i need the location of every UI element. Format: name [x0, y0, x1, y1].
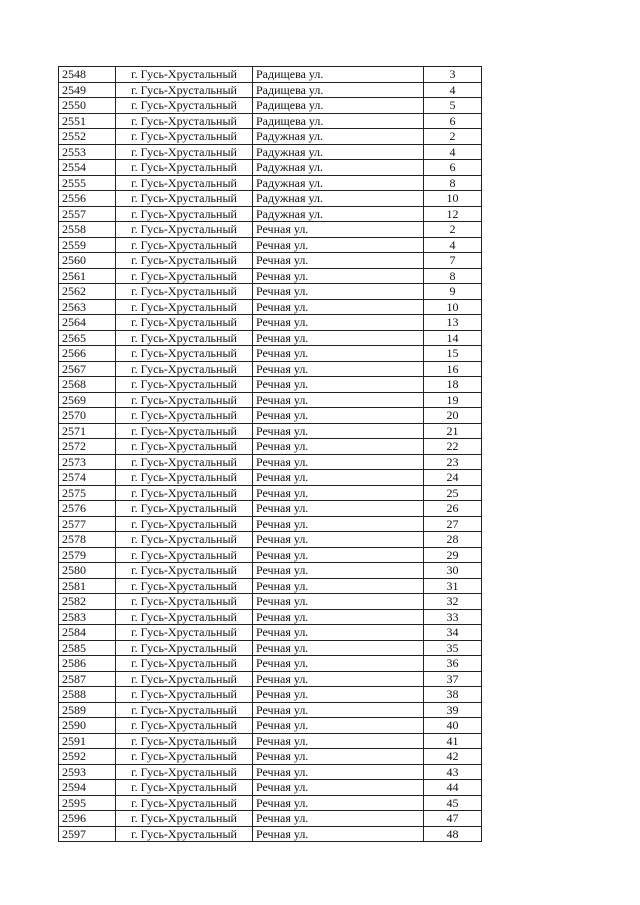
table-row — [59, 656, 482, 672]
house-number-cell: 7 — [424, 253, 482, 269]
table-row — [59, 671, 482, 687]
city-cell: г. Гусь-Хрустальный — [116, 67, 253, 83]
table-row — [59, 485, 482, 501]
row-number-cell: 2585 — [59, 640, 116, 656]
table-row — [59, 749, 482, 765]
table-row — [59, 82, 482, 98]
row-number-cell: 2574 — [59, 470, 116, 486]
street-cell: Радищева ул. — [253, 113, 424, 129]
row-number-cell: 2587 — [59, 671, 116, 687]
row-number-cell: 2594 — [59, 780, 116, 796]
house-number-cell: 6 — [424, 113, 482, 129]
street-cell: Речная ул. — [253, 253, 424, 269]
street-cell: Радужная ул. — [253, 129, 424, 145]
city-cell: г. Гусь-Хрустальный — [116, 98, 253, 114]
table-row — [59, 470, 482, 486]
row-number-cell: 2570 — [59, 408, 116, 424]
house-number-cell: 44 — [424, 780, 482, 796]
street-cell: Речная ул. — [253, 268, 424, 284]
row-number-cell: 2592 — [59, 749, 116, 765]
table-row — [59, 191, 482, 207]
house-number-cell: 29 — [424, 547, 482, 563]
row-number-cell: 2582 — [59, 594, 116, 610]
row-number-cell: 2561 — [59, 268, 116, 284]
street-cell: Речная ул. — [253, 454, 424, 470]
row-number-cell: 2579 — [59, 547, 116, 563]
house-number-cell: 12 — [424, 206, 482, 222]
house-number-cell: 6 — [424, 160, 482, 176]
house-number-cell: 27 — [424, 516, 482, 532]
table-row — [59, 237, 482, 253]
table-row — [59, 67, 482, 83]
row-number-cell: 2555 — [59, 175, 116, 191]
street-cell: Речная ул. — [253, 656, 424, 672]
row-number-cell: 2566 — [59, 346, 116, 362]
row-number-cell: 2575 — [59, 485, 116, 501]
row-number-cell: 2578 — [59, 532, 116, 548]
registry-table-body — [59, 67, 482, 842]
table-row — [59, 98, 482, 114]
table-row — [59, 532, 482, 548]
row-number-cell: 2559 — [59, 237, 116, 253]
house-number-cell: 35 — [424, 640, 482, 656]
street-cell: Речная ул. — [253, 470, 424, 486]
street-cell: Радужная ул. — [253, 144, 424, 160]
table-row — [59, 268, 482, 284]
table-row — [59, 439, 482, 455]
city-cell: г. Гусь-Хрустальный — [116, 578, 253, 594]
row-number-cell: 2583 — [59, 609, 116, 625]
city-cell: г. Гусь-Хрустальный — [116, 222, 253, 238]
row-number-cell: 2577 — [59, 516, 116, 532]
house-number-cell: 13 — [424, 315, 482, 331]
street-cell: Речная ул. — [253, 361, 424, 377]
table-row — [59, 795, 482, 811]
city-cell: г. Гусь-Хрустальный — [116, 315, 253, 331]
city-cell: г. Гусь-Хрустальный — [116, 82, 253, 98]
city-cell: г. Гусь-Хрустальный — [116, 687, 253, 703]
house-number-cell: 10 — [424, 299, 482, 315]
street-cell: Речная ул. — [253, 377, 424, 393]
house-number-cell: 33 — [424, 609, 482, 625]
city-cell: г. Гусь-Хрустальный — [116, 671, 253, 687]
table-row — [59, 718, 482, 734]
house-number-cell: 4 — [424, 82, 482, 98]
table-row — [59, 175, 482, 191]
street-cell: Речная ул. — [253, 547, 424, 563]
house-number-cell: 2 — [424, 222, 482, 238]
table-row — [59, 144, 482, 160]
house-number-cell: 30 — [424, 563, 482, 579]
city-cell: г. Гусь-Хрустальный — [116, 113, 253, 129]
row-number-cell: 2572 — [59, 439, 116, 455]
city-cell: г. Гусь-Хрустальный — [116, 795, 253, 811]
table-row — [59, 222, 482, 238]
house-number-cell: 24 — [424, 470, 482, 486]
address-registry-table — [58, 66, 482, 842]
table-row — [59, 253, 482, 269]
city-cell: г. Гусь-Хрустальный — [116, 826, 253, 842]
street-cell: Речная ул. — [253, 780, 424, 796]
row-number-cell: 2589 — [59, 702, 116, 718]
city-cell: г. Гусь-Хрустальный — [116, 439, 253, 455]
street-cell: Речная ул. — [253, 501, 424, 517]
street-cell: Речная ул. — [253, 392, 424, 408]
street-cell: Речная ул. — [253, 439, 424, 455]
row-number-cell: 2548 — [59, 67, 116, 83]
city-cell: г. Гусь-Хрустальный — [116, 718, 253, 734]
house-number-cell: 43 — [424, 764, 482, 780]
house-number-cell: 37 — [424, 671, 482, 687]
city-cell: г. Гусь-Хрустальный — [116, 423, 253, 439]
street-cell: Радужная ул. — [253, 175, 424, 191]
house-number-cell: 23 — [424, 454, 482, 470]
house-number-cell: 4 — [424, 237, 482, 253]
street-cell: Речная ул. — [253, 764, 424, 780]
street-cell: Речная ул. — [253, 485, 424, 501]
row-number-cell: 2557 — [59, 206, 116, 222]
house-number-cell: 3 — [424, 67, 482, 83]
street-cell: Речная ул. — [253, 408, 424, 424]
street-cell: Речная ул. — [253, 222, 424, 238]
table-row — [59, 408, 482, 424]
row-number-cell: 2562 — [59, 284, 116, 300]
city-cell: г. Гусь-Хрустальный — [116, 780, 253, 796]
house-number-cell: 9 — [424, 284, 482, 300]
city-cell: г. Гусь-Хрустальный — [116, 299, 253, 315]
city-cell: г. Гусь-Хрустальный — [116, 764, 253, 780]
house-number-cell: 22 — [424, 439, 482, 455]
house-number-cell: 42 — [424, 749, 482, 765]
row-number-cell: 2571 — [59, 423, 116, 439]
table-row — [59, 609, 482, 625]
row-number-cell: 2581 — [59, 578, 116, 594]
row-number-cell: 2597 — [59, 826, 116, 842]
street-cell: Речная ул. — [253, 625, 424, 641]
row-number-cell: 2568 — [59, 377, 116, 393]
row-number-cell: 2573 — [59, 454, 116, 470]
street-cell: Речная ул. — [253, 733, 424, 749]
house-number-cell: 18 — [424, 377, 482, 393]
street-cell: Речная ул. — [253, 284, 424, 300]
city-cell: г. Гусь-Хрустальный — [116, 144, 253, 160]
row-number-cell: 2595 — [59, 795, 116, 811]
table-row — [59, 361, 482, 377]
table-row — [59, 113, 482, 129]
city-cell: г. Гусь-Хрустальный — [116, 237, 253, 253]
table-row — [59, 129, 482, 145]
table-row — [59, 625, 482, 641]
street-cell: Речная ул. — [253, 640, 424, 656]
city-cell: г. Гусь-Хрустальный — [116, 284, 253, 300]
table-row — [59, 346, 482, 362]
row-number-cell: 2586 — [59, 656, 116, 672]
city-cell: г. Гусь-Хрустальный — [116, 206, 253, 222]
street-cell: Речная ул. — [253, 516, 424, 532]
house-number-cell: 16 — [424, 361, 482, 377]
city-cell: г. Гусь-Хрустальный — [116, 330, 253, 346]
house-number-cell: 32 — [424, 594, 482, 610]
table-row — [59, 377, 482, 393]
city-cell: г. Гусь-Хрустальный — [116, 191, 253, 207]
house-number-cell: 4 — [424, 144, 482, 160]
row-number-cell: 2554 — [59, 160, 116, 176]
table-row — [59, 594, 482, 610]
row-number-cell: 2553 — [59, 144, 116, 160]
table-row — [59, 392, 482, 408]
street-cell: Речная ул. — [253, 563, 424, 579]
row-number-cell: 2569 — [59, 392, 116, 408]
house-number-cell: 21 — [424, 423, 482, 439]
table-row — [59, 160, 482, 176]
house-number-cell: 8 — [424, 175, 482, 191]
city-cell: г. Гусь-Хрустальный — [116, 253, 253, 269]
city-cell: г. Гусь-Хрустальный — [116, 175, 253, 191]
city-cell: г. Гусь-Хрустальный — [116, 749, 253, 765]
street-cell: Речная ул. — [253, 532, 424, 548]
table-row — [59, 826, 482, 842]
city-cell: г. Гусь-Хрустальный — [116, 811, 253, 827]
house-number-cell: 47 — [424, 811, 482, 827]
row-number-cell: 2565 — [59, 330, 116, 346]
street-cell: Радужная ул. — [253, 160, 424, 176]
house-number-cell: 40 — [424, 718, 482, 734]
street-cell: Радищева ул. — [253, 98, 424, 114]
row-number-cell: 2588 — [59, 687, 116, 703]
street-cell: Речная ул. — [253, 811, 424, 827]
street-cell: Речная ул. — [253, 346, 424, 362]
house-number-cell: 20 — [424, 408, 482, 424]
table-row — [59, 687, 482, 703]
house-number-cell: 14 — [424, 330, 482, 346]
house-number-cell: 26 — [424, 501, 482, 517]
city-cell: г. Гусь-Хрустальный — [116, 702, 253, 718]
street-cell: Радужная ул. — [253, 191, 424, 207]
house-number-cell: 8 — [424, 268, 482, 284]
table-row — [59, 702, 482, 718]
city-cell: г. Гусь-Хрустальный — [116, 516, 253, 532]
city-cell: г. Гусь-Хрустальный — [116, 656, 253, 672]
city-cell: г. Гусь-Хрустальный — [116, 733, 253, 749]
house-number-cell: 15 — [424, 346, 482, 362]
city-cell: г. Гусь-Хрустальный — [116, 547, 253, 563]
table-row — [59, 811, 482, 827]
table-row — [59, 640, 482, 656]
row-number-cell: 2591 — [59, 733, 116, 749]
table-row — [59, 578, 482, 594]
row-number-cell: 2549 — [59, 82, 116, 98]
street-cell: Речная ул. — [253, 795, 424, 811]
house-number-cell: 38 — [424, 687, 482, 703]
city-cell: г. Гусь-Хрустальный — [116, 160, 253, 176]
street-cell: Речная ул. — [253, 749, 424, 765]
row-number-cell: 2580 — [59, 563, 116, 579]
row-number-cell: 2567 — [59, 361, 116, 377]
house-number-cell: 2 — [424, 129, 482, 145]
house-number-cell: 31 — [424, 578, 482, 594]
street-cell: Радищева ул. — [253, 82, 424, 98]
house-number-cell: 41 — [424, 733, 482, 749]
city-cell: г. Гусь-Хрустальный — [116, 377, 253, 393]
city-cell: г. Гусь-Хрустальный — [116, 392, 253, 408]
city-cell: г. Гусь-Хрустальный — [116, 594, 253, 610]
row-number-cell: 2590 — [59, 718, 116, 734]
table-row — [59, 206, 482, 222]
row-number-cell: 2563 — [59, 299, 116, 315]
row-number-cell: 2593 — [59, 764, 116, 780]
street-cell: Речная ул. — [253, 315, 424, 331]
city-cell: г. Гусь-Хрустальный — [116, 129, 253, 145]
table-row — [59, 516, 482, 532]
city-cell: г. Гусь-Хрустальный — [116, 640, 253, 656]
table-row — [59, 330, 482, 346]
street-cell: Речная ул. — [253, 237, 424, 253]
city-cell: г. Гусь-Хрустальный — [116, 532, 253, 548]
house-number-cell: 45 — [424, 795, 482, 811]
table-row — [59, 501, 482, 517]
city-cell: г. Гусь-Хрустальный — [116, 454, 253, 470]
table-row — [59, 299, 482, 315]
house-number-cell: 28 — [424, 532, 482, 548]
street-cell: Речная ул. — [253, 578, 424, 594]
city-cell: г. Гусь-Хрустальный — [116, 470, 253, 486]
city-cell: г. Гусь-Хрустальный — [116, 268, 253, 284]
table-row — [59, 563, 482, 579]
street-cell: Речная ул. — [253, 687, 424, 703]
table-row — [59, 780, 482, 796]
house-number-cell: 39 — [424, 702, 482, 718]
street-cell: Радужная ул. — [253, 206, 424, 222]
table-row — [59, 547, 482, 563]
city-cell: г. Гусь-Хрустальный — [116, 485, 253, 501]
street-cell: Речная ул. — [253, 423, 424, 439]
street-cell: Речная ул. — [253, 671, 424, 687]
table-row — [59, 733, 482, 749]
row-number-cell: 2552 — [59, 129, 116, 145]
table-row — [59, 423, 482, 439]
row-number-cell: 2596 — [59, 811, 116, 827]
row-number-cell: 2556 — [59, 191, 116, 207]
table-row — [59, 454, 482, 470]
city-cell: г. Гусь-Хрустальный — [116, 408, 253, 424]
house-number-cell: 34 — [424, 625, 482, 641]
row-number-cell: 2584 — [59, 625, 116, 641]
street-cell: Речная ул. — [253, 609, 424, 625]
city-cell: г. Гусь-Хрустальный — [116, 361, 253, 377]
city-cell: г. Гусь-Хрустальный — [116, 625, 253, 641]
row-number-cell: 2551 — [59, 113, 116, 129]
row-number-cell: 2550 — [59, 98, 116, 114]
city-cell: г. Гусь-Хрустальный — [116, 346, 253, 362]
house-number-cell: 10 — [424, 191, 482, 207]
house-number-cell: 19 — [424, 392, 482, 408]
house-number-cell: 36 — [424, 656, 482, 672]
street-cell: Речная ул. — [253, 330, 424, 346]
street-cell: Речная ул. — [253, 702, 424, 718]
city-cell: г. Гусь-Хрустальный — [116, 563, 253, 579]
row-number-cell: 2558 — [59, 222, 116, 238]
table-row — [59, 284, 482, 300]
row-number-cell: 2560 — [59, 253, 116, 269]
table-row — [59, 764, 482, 780]
street-cell: Речная ул. — [253, 718, 424, 734]
house-number-cell: 48 — [424, 826, 482, 842]
street-cell: Речная ул. — [253, 826, 424, 842]
street-cell: Радищева ул. — [253, 67, 424, 83]
city-cell: г. Гусь-Хрустальный — [116, 501, 253, 517]
row-number-cell: 2564 — [59, 315, 116, 331]
street-cell: Речная ул. — [253, 594, 424, 610]
house-number-cell: 25 — [424, 485, 482, 501]
street-cell: Речная ул. — [253, 299, 424, 315]
table-row — [59, 315, 482, 331]
house-number-cell: 5 — [424, 98, 482, 114]
city-cell: г. Гусь-Хрустальный — [116, 609, 253, 625]
row-number-cell: 2576 — [59, 501, 116, 517]
